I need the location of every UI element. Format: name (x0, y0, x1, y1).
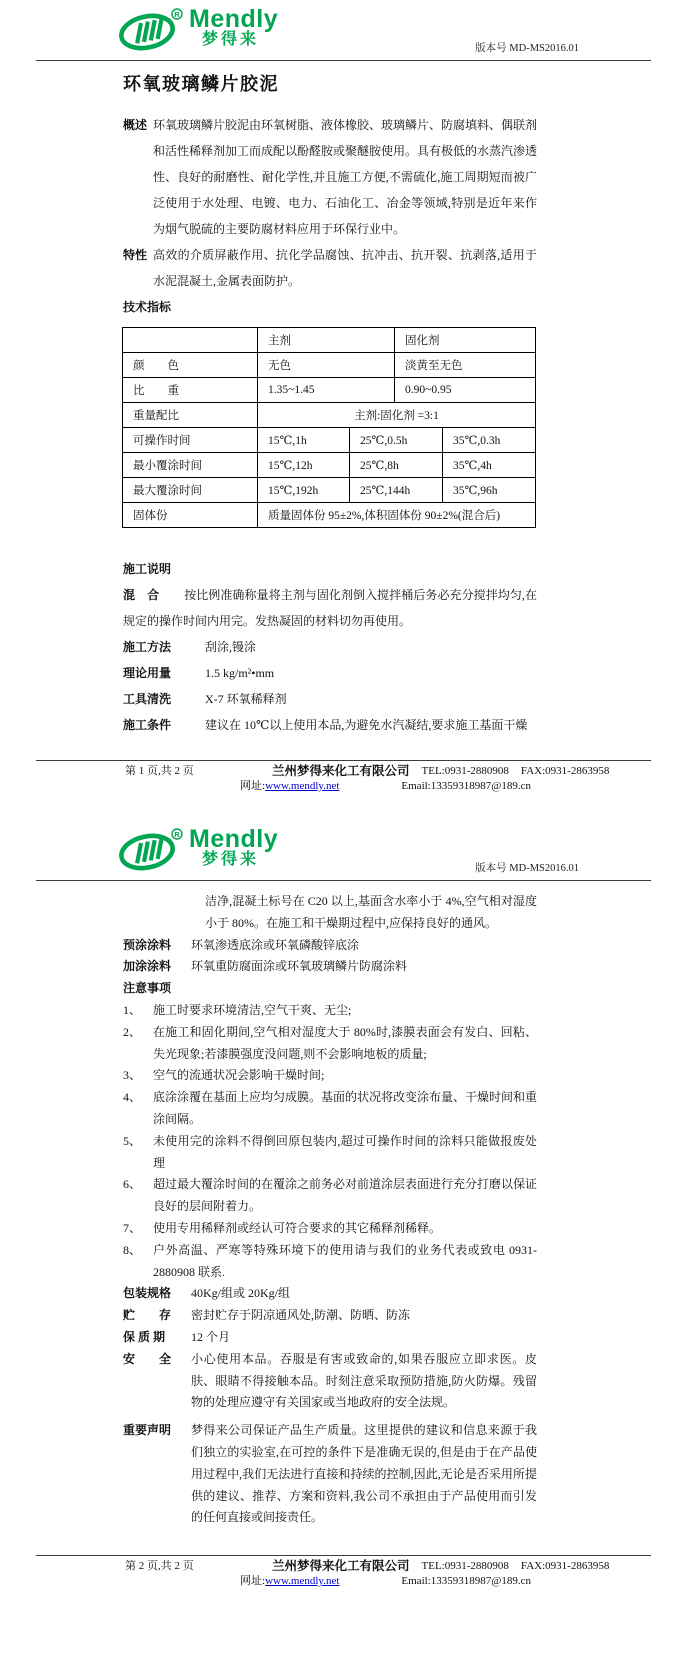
mendly-logo-icon (119, 7, 185, 58)
brand-name-cn: 梦得来 (202, 851, 260, 868)
page-header (0, 820, 687, 878)
table-cell: 15℃,1h (258, 428, 350, 452)
tel-number: TEL:0931-2880908 (421, 1560, 509, 1573)
method-row (123, 634, 537, 660)
table-row-color (123, 353, 535, 378)
note-item (123, 1174, 537, 1218)
table-row-max-recoat (123, 478, 535, 503)
table-header-row (123, 328, 535, 353)
dosage-row (123, 660, 537, 686)
condition-row (123, 712, 537, 738)
table-cell: 1.35~1.45 (258, 378, 395, 402)
table-cell: 无色 (258, 353, 395, 377)
precoat-row (123, 935, 537, 957)
shelf-life-row (123, 1327, 537, 1349)
table-cell: 可操作时间 (123, 428, 258, 452)
topcoat-label: 加涂涂料 (123, 959, 172, 974)
safety-text: 小心使用本品。吞服是有害或致命的,如果吞服应立即求医。皮肤、眼睛不得接触本品。时刻注意采取预防措施,防火防爆。残留物的处理应遵守有关国家或当地政府的安全法规。 (191, 1351, 537, 1410)
page-number: 第 2 页,共 2 页 (125, 1560, 194, 1573)
brand-logo-text (189, 827, 278, 868)
note-item (123, 1218, 537, 1240)
fax-number: FAX:0931-2863958 (520, 765, 610, 777)
table-cell: 35℃,96h (453, 485, 498, 497)
safety-row (123, 1349, 537, 1414)
email-address: Email:13359318987@189.cn (401, 780, 531, 792)
note-text: 超过最大覆涂时间的在覆涂之前务必对前道涂层表面进行充分打磨以保证良好的层间附着力。 (153, 1177, 538, 1214)
method-label: 施工方法 (123, 640, 172, 654)
cleaning-row (123, 686, 537, 712)
condition-label: 施工条件 (123, 718, 172, 732)
brand-logo (119, 827, 278, 878)
safety-label: 安 全 (123, 1351, 172, 1366)
features-label: 特性 (123, 248, 148, 262)
dosage-label: 理论用量 (123, 666, 172, 680)
packing-label: 包装规格 (123, 1286, 172, 1301)
version-label: 版本号 MD-MS2016.01 (475, 863, 579, 874)
page-number: 第 1 页,共 2 页 (125, 765, 194, 777)
table-cell: 0.90~0.95 (405, 384, 452, 396)
fax-number: FAX:0931-2863958 (520, 1560, 610, 1573)
website-link[interactable]: www.mendly.net (265, 1575, 340, 1588)
table-cell: 15℃,192h (258, 478, 350, 502)
note-number: 6、 (123, 1177, 142, 1192)
tech-spec-table (122, 327, 536, 528)
table-cell: 颜 色 (123, 353, 258, 377)
note-text: 施工时要求环境清洁,空气干爽、无尘; (153, 1002, 352, 1017)
registered-mark: R (174, 829, 180, 839)
table-row-ratio (123, 403, 535, 428)
website-label: 网址: (240, 1575, 266, 1588)
note-text: 空气的流通状况会影响干燥时间; (153, 1068, 325, 1083)
table-cell: 最小覆涂时间 (123, 453, 258, 477)
table-cell: 35℃,4h (453, 460, 492, 472)
brand-name-en: Mendly (189, 825, 279, 853)
note-item (123, 1087, 537, 1131)
statement-label: 重要声明 (123, 1423, 172, 1438)
mixing-section (123, 582, 537, 634)
page-header (0, 0, 687, 58)
table-row-min-recoat (123, 453, 535, 478)
email-address: Email:13359318987@189.cn (401, 1575, 531, 1588)
note-item (123, 1022, 537, 1066)
table-row-solids (123, 503, 535, 527)
bottom-whitespace (0, 1589, 687, 1655)
page2-footer (0, 1555, 687, 1589)
table-cell: 主剂 (258, 328, 395, 352)
note-number: 5、 (123, 1133, 142, 1148)
note-text: 在施工和固化期间,空气相对湿度大于 80%时,漆膜表面会有发白、回粘、失光现象;若漆膜强度没问题,则不会影响地板的质量; (153, 1024, 537, 1061)
page1-footer (0, 760, 687, 794)
cleaning-text: X-7 环氧稀释剂 (205, 692, 287, 706)
page-2 (0, 820, 687, 1655)
note-number: 3、 (123, 1068, 142, 1083)
footer-contact (240, 764, 610, 794)
tel-number: TEL:0931-2880908 (421, 765, 509, 777)
note-text: 户外高温、严寒等特殊环境下的使用请与我们的业务代表或致电 0931-2880908 联系. (153, 1242, 537, 1279)
features-text: 高效的介质屏蔽作用、抗化学品腐蚀、抗冲击、抗开裂、抗剥落,适用于水泥混凝土,金属表面防护。 (153, 248, 537, 288)
table-cell: 15℃,12h (258, 453, 350, 477)
construction-heading: 施工说明 (123, 562, 172, 576)
note-text: 底涂涂覆在基面上应均匀成膜。基面的状况将改变涂布量、干燥时间和重涂间隔。 (153, 1090, 538, 1126)
table-cell (123, 328, 258, 352)
table-cell: 25℃,0.5h (350, 428, 443, 452)
mixing-label: 混 合 (123, 588, 160, 602)
note-text: 未使用完的涂料不得倒回原包装内,超过可操作时间的涂料只能做报废处理 (153, 1133, 537, 1170)
website-label: 网址: (240, 780, 266, 792)
tech-heading: 技术指标 (123, 300, 172, 314)
notes-heading: 注意事项 (123, 981, 172, 996)
table-cell: 25℃,8h (350, 453, 443, 477)
note-number: 1、 (123, 1002, 142, 1017)
note-text: 使用专用稀释剂或经认可符合要求的其它稀释剂稀释。 (153, 1220, 442, 1235)
note-item (123, 1000, 537, 1022)
storage-row (123, 1305, 537, 1327)
brand-logo (119, 7, 278, 58)
precoat-text: 环氧渗透底涂或环氧磷酸锌底涂 (191, 937, 360, 952)
mendly-logo-icon (119, 827, 185, 878)
packing-text: 40Kg/组或 20Kg/组 (191, 1286, 291, 1301)
shelf-life-label: 保 质 期 (123, 1329, 166, 1344)
website-link[interactable]: www.mendly.net (265, 780, 340, 792)
company-name: 兰州梦得来化工有限公司 (272, 1559, 410, 1574)
header-rule (36, 880, 651, 881)
table-cell: 重量配比 (123, 403, 258, 427)
header-rule (36, 60, 651, 61)
brand-name-cn: 梦得来 (202, 31, 260, 48)
table-cell: 25℃,144h (350, 478, 443, 502)
storage-label: 贮 存 (123, 1308, 172, 1323)
table-cell: 比 重 (123, 378, 258, 402)
overview-text: 环氧玻璃鳞片胶泥由环氧树脂、液体橡胶、玻璃鳞片、防腐填料、偶联剂和活性稀释剂加工而成配以酚醛胺或聚醚胺使用。具有极低的水蒸汽渗透性、良好的耐磨性、耐化学性,并且施工方便,不需硫化,施工周期短而被广泛使用于水处理、电镀、电力、石油化工、冶金等领域,特别是近年来作为烟气脱硫的主要防腐材料应用于环保行业中。 (153, 118, 538, 236)
table-row-potlife (123, 428, 535, 453)
table-cell: 主剂:固化剂 =3:1 (354, 410, 439, 422)
table-cell: 固化剂 (405, 335, 440, 347)
table-cell: 35℃,0.3h (453, 435, 501, 447)
dosage-text: 1.5 kg/m²•mm (205, 666, 275, 680)
table-cell: 固体份 (123, 503, 258, 527)
note-number: 7、 (123, 1220, 142, 1235)
company-name: 兰州梦得来化工有限公司 (272, 764, 410, 778)
brand-logo-text (189, 7, 278, 48)
note-number: 2、 (123, 1024, 142, 1039)
topcoat-row (123, 956, 537, 978)
storage-text: 密封贮存于阴凉通风处,防潮、防晒、防冻 (191, 1308, 411, 1323)
precoat-label: 预涂涂料 (123, 937, 172, 952)
overview-label: 概述 (123, 118, 148, 132)
note-number: 4、 (123, 1090, 142, 1105)
statement-row (123, 1420, 537, 1529)
table-cell: 最大覆涂时间 (123, 478, 258, 502)
topcoat-text: 环氧重防腐面涂或环氧玻璃鳞片防腐涂料 (191, 959, 408, 974)
website-row (240, 779, 339, 794)
note-number: 8、 (123, 1242, 142, 1257)
note-item (123, 1131, 537, 1175)
method-text: 刮涂,镘涂 (205, 640, 257, 654)
mixing-text: 按比例准确称量将主剂与固化剂倒入搅拌桶后务必充分搅拌均匀,在规定的操作时间内用完。发热凝固的材料切勿再使用。 (123, 588, 537, 628)
note-item (123, 1240, 537, 1284)
version-label: 版本号 MD-MS2016.01 (475, 43, 579, 54)
brand-name-en: Mendly (189, 5, 279, 33)
table-cell: 质量固体份 95±2%,体积固体份 90±2%(混合后) (268, 510, 501, 522)
statement-text: 梦得来公司保证产品生产质量。这里提供的建议和信息来源于我们独立的实验室,在可控的条件下是准确无误的,但是由于在产品使用过程中,我们无法进行直接和持续的控制,因此,无论是否采用所提供的建议、推荐、方案和资料,我公司不承担由于产品使用而引发的任何直接或间接责任。 (191, 1423, 537, 1525)
features-section (123, 242, 537, 294)
product-title: 环氧玻璃鳞片胶泥 (123, 74, 279, 94)
table-cell: 淡黄至无色 (405, 360, 463, 372)
shelf-life-text: 12 个月 (191, 1329, 231, 1344)
footer-contact (240, 1559, 610, 1589)
note-item (123, 1065, 537, 1087)
overview-section (123, 112, 537, 242)
website-row (240, 1574, 339, 1589)
table-row-gravity (123, 378, 535, 403)
condition-continued-text: 洁净,混凝土标号在 C20 以上,基面含水率小于 4%,空气相对湿度小于 80%。在施工和干燥期过程中,应保持良好的通风。 (205, 894, 537, 930)
page-1 (0, 0, 687, 794)
cleaning-label: 工具清洗 (123, 692, 172, 706)
packing-row (123, 1283, 537, 1305)
registered-mark: R (174, 9, 180, 19)
condition-text: 建议在 10℃以上使用本品,为避免水汽凝结,要求施工基面干燥 (205, 718, 528, 732)
